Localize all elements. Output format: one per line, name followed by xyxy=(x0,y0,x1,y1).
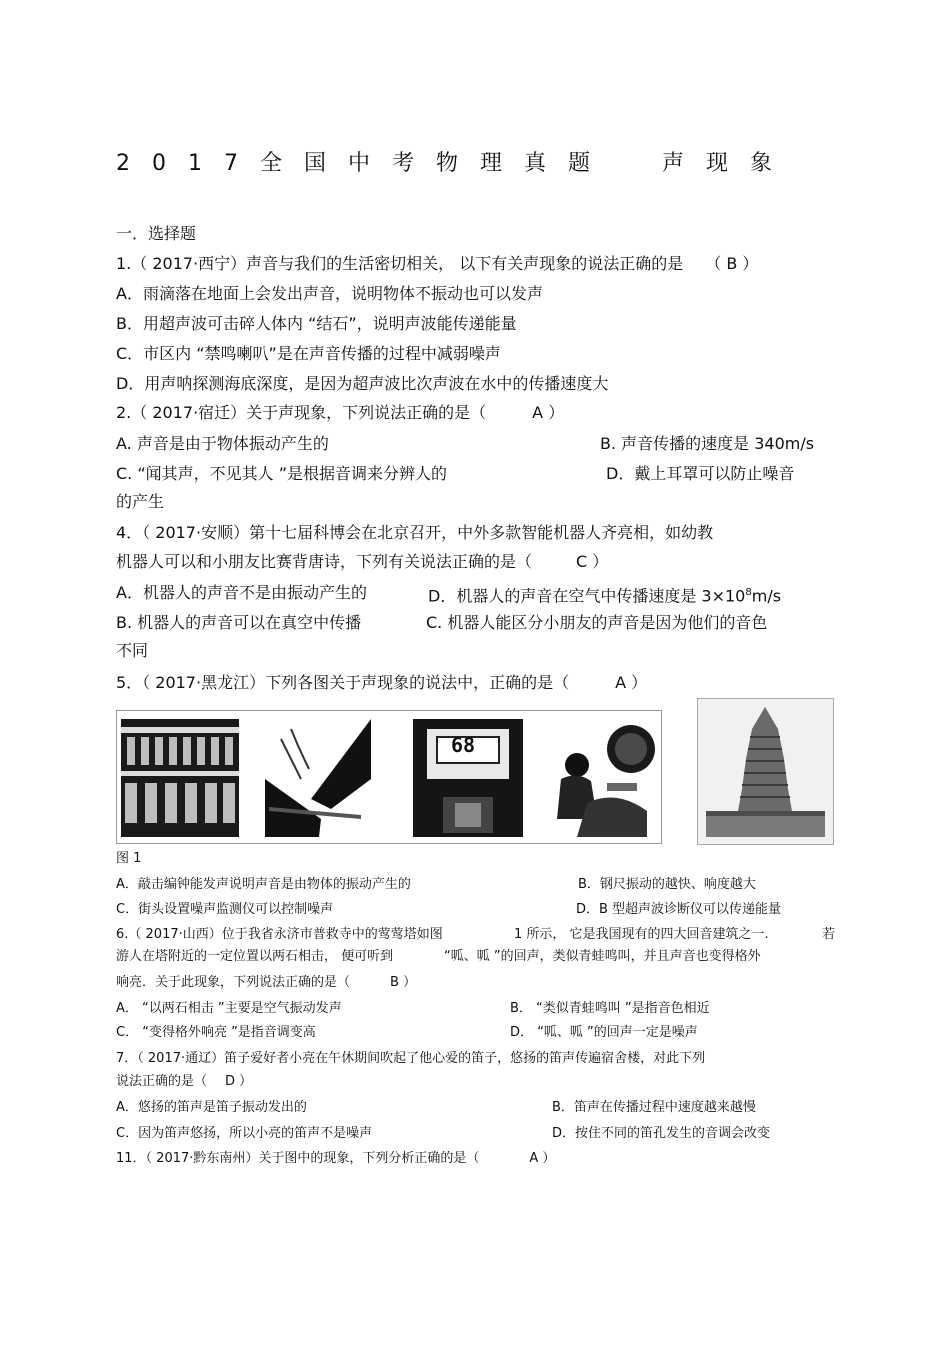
q7-option-c: C．因为笛声悠扬，所以小亮的笛声不是噪声 xyxy=(116,1126,373,1141)
q5-option-d: D．B 型超声波诊断仪可以传递能量 xyxy=(576,902,782,917)
q4-option-a: A．机器人的声音不是由振动产生的 xyxy=(116,583,367,602)
q7-option-b: B．笛声在传播过程中速度越来越慢 xyxy=(552,1100,756,1115)
ultrasound-image xyxy=(547,719,657,837)
page-title xyxy=(116,146,794,177)
section-heading: 一．选择题 xyxy=(116,224,197,243)
figure-label: 图 1 xyxy=(116,851,142,866)
q6-answer: B ） xyxy=(390,975,417,990)
pagoda-figure xyxy=(697,698,834,845)
q6-option-d: D． “呱、呱 ”的回声一定是噪声 xyxy=(510,1025,698,1040)
q7-stem-2: 说法正确的是（ D ） xyxy=(116,1074,253,1089)
q4-answer: C ） xyxy=(576,552,609,571)
q7-answer: D ） xyxy=(225,1074,253,1089)
q1-option-a: A．雨滴落在地面上会发出声音，说明物体不振动也可以发声 xyxy=(116,284,543,303)
q1-option-b: B．用超声波可击碎人体内 “结石”，说明声波能传递能量 xyxy=(116,314,517,333)
q2-option-c: C. “闻其声，不见其人 ”是根据音调来分辨人的 xyxy=(116,464,448,483)
q7-option-d: D．按住不同的笛孔发生的音调会改变 xyxy=(552,1126,771,1141)
q6-stem-1: 6.（ 2017·山西）位于我省永济市普救寺中的莺莺塔如图 xyxy=(116,927,443,942)
q2-stem: 2.（ 2017·宿迁）关于声现象，下列说法正确的是（ A ） xyxy=(116,403,565,422)
title-topic: 声现象 xyxy=(662,151,795,176)
monitor-reading: 68 xyxy=(451,733,476,757)
q4-stem-1: 4．（ 2017·安顺）第十七届科博会在北京召开，中外多款智能机器人齐亮相，如幼教 xyxy=(116,523,714,542)
q4-option-b: B. 机器人的声音可以在真空中传播 xyxy=(116,613,362,632)
q5-stem: 5．（ 2017·黑龙江）下列各图关于声现象的说法中，正确的是（ A ） xyxy=(116,673,648,692)
q1-option-c: C．市区内 “禁鸣喇叭”是在声音传播的过程中减弱噪声 xyxy=(116,344,501,363)
q1-answer: （ B ） xyxy=(705,254,759,273)
q7-stem-1: 7．（ 2017·通辽）笛子爱好者小亮在午休期间吹起了他心爱的笛子，悠扬的笛声传遍宿舍楼，对此下列 xyxy=(116,1051,706,1066)
q4-option-c: C. 机器人能区分小朋友的声音是因为他们的音色 xyxy=(426,613,768,632)
q11-stem: 11．（ 2017·黔东南州）关于图中的现象，下列分析正确的是（ A ） xyxy=(116,1151,556,1166)
q5-option-a: A．敲击编钟能发声说明声音是由物体的振动产生的 xyxy=(116,877,411,892)
q4-option-d: D．机器人的声音在空气中传播速度是 $3\times 10^8m/s$ xyxy=(428,586,782,606)
q6-option-c: C． “变得格外响亮 ”是指音调变高 xyxy=(116,1025,316,1040)
q2-option-d-cont: 的产生 xyxy=(116,492,165,511)
steel-ruler-image xyxy=(261,719,371,837)
q4-option-c-cont: 不同 xyxy=(116,641,149,660)
q5-option-c: C．街头设置噪声监测仪可以控制噪声 xyxy=(116,902,334,917)
q5-option-b: B．钢尺振动的越快、响度越大 xyxy=(578,877,756,892)
q2-option-b: B. 声音传播的速度是 340m/s xyxy=(600,434,815,453)
q6-stem-3: 响亮．关于此现象，下列说法正确的是（ B ） xyxy=(116,975,417,990)
q2-option-a: A. 声音是由于物体振动产生的 xyxy=(116,434,329,453)
q11-answer: A ） xyxy=(529,1151,556,1166)
q2-answer: A ） xyxy=(532,403,565,422)
q6-stem-2b: “呱、呱 ”的回声，类似青蛙鸣叫，并且声音也变得格外 xyxy=(444,949,761,964)
bianzhong-bells-image xyxy=(121,719,239,837)
q5-answer: A ） xyxy=(615,673,648,692)
q2-option-d: D．戴上耳罩可以防止噪音 xyxy=(606,464,795,483)
q6-stem-1b: 1 所示， 它是我国现有的四大回音建筑之一. xyxy=(514,927,769,942)
q6-option-b: B． “类似青蛙鸣叫 ”是指音色相近 xyxy=(510,1001,710,1016)
q1-option-d: D．用声呐探测海底深度，是因为超声波比次声波在水中的传播速度大 xyxy=(116,374,609,393)
pagoda-image xyxy=(698,699,833,844)
q6-stem-1c: 若 xyxy=(822,927,836,942)
q6-stem-2: 游人在塔附近的一定位置以两石相击， 便可听到 xyxy=(116,949,394,964)
q7-option-a: A．悠扬的笛声是笛子振动发出的 xyxy=(116,1100,307,1115)
q4-stem-2: 机器人可以和小朋友比赛背唐诗，下列有关说法正确的是（ C ） xyxy=(116,552,609,571)
q1-stem: 1.（ 2017·西宁）声音与我们的生活密切相关， 以下有关声现象的说法正确的是 （ B ） xyxy=(116,254,759,273)
title-main: 2017全国中考物理真题 xyxy=(116,151,612,176)
q6-option-a: A． “以两石相击 ”主要是空气振动发声 xyxy=(116,1001,342,1016)
figure-strip xyxy=(116,710,662,844)
